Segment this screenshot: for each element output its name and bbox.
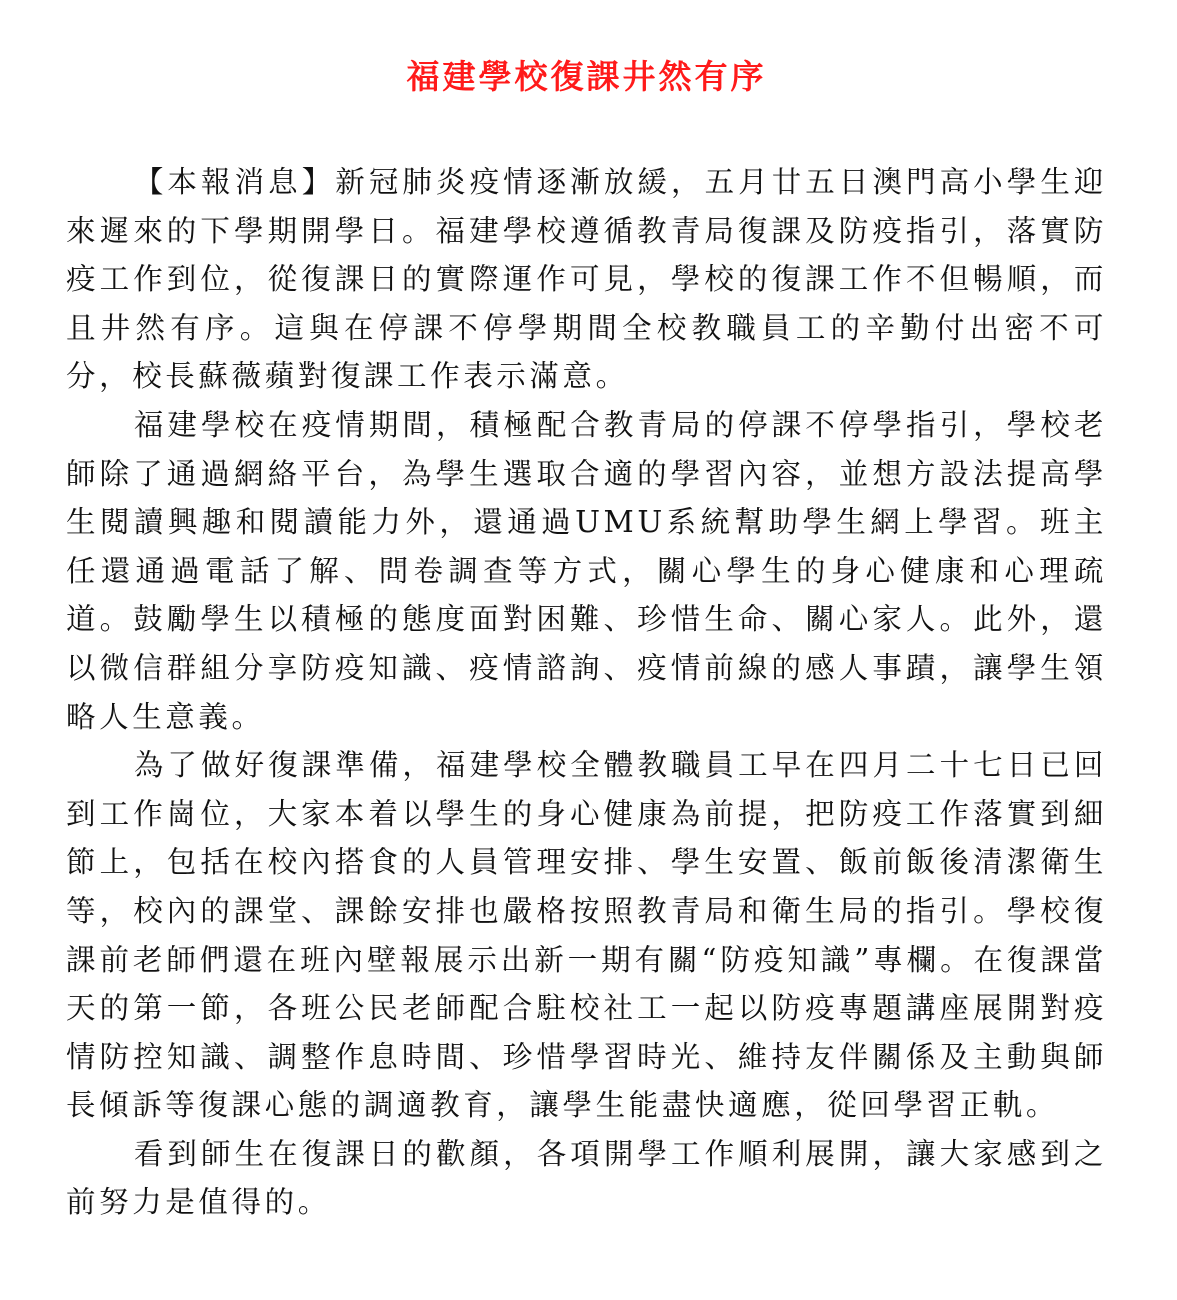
article-title: 福建學校復課井然有序 — [406, 57, 767, 96]
paragraph-3: 為了做好復課準備，福建學校全體教職員工早在四月二十七日已回到工作崗位，大家本着以學生的身心健康為前提，把防疫工作落實到細節上，包括在校內搭食的人員管理安排、學生安置、飯前飯後清潔衛生等，校內的課堂、課餘安排也嚴格按照教青局和衛生局的指引。學校復課前老師們還在班內壁報展示出新一期有關“防疫知識”專欄。在復課當天的第一節，各班公民老師配合駐校社工一起以防疫專題講座展開對疫情防控知識、調整作息時間、珍惜學習時光、維持友伴關係及主動與師長傾訴等復課心態的調適教育，讓學生能盡快適應，從回學習正軌。 — [66, 748, 1107, 1123]
paragraph-1: 【本報消息】新冠肺炎疫情逐漸放緩，五月廿五日澳門高小學生迎來遲來的下學期開學日。福建學校遵循教青局復課及防疫指引，落實防疫工作到位，從復課日的實際運作可見，學校的復課工作不但暢順，而且井然有序。這與在停課不停學期間全校教職員工的辛勤付出密不可分，校長蘇薇蘋對復課工作表示滿意。 — [66, 165, 1107, 394]
paragraph-2: 福建學校在疫情期間，積極配合教青局的停課不停學指引，學校老師除了通過網絡平台，為學生選取合適的學習內容，並想方設法提高學生閱讀興趣和閱讀能力外，還通過UMU系統幫助學生網上學習。班主任還通過電話了解、問卷調查等方式，關心學生的身心健康和心理疏道。鼓勵學生以積極的態度面對困難、珍惜生命、關心家人。此外，還以微信群組分享防疫知識、疫情諮詢、疫情前線的感人事蹟，讓學生領略人生意義。 — [66, 407, 1107, 734]
article-body — [66, 158, 1107, 1227]
paragraph-4: 看到師生在復課日的歡顏，各項開學工作順利展開，讓大家感到之前努力是值得的。 — [66, 1136, 1107, 1220]
